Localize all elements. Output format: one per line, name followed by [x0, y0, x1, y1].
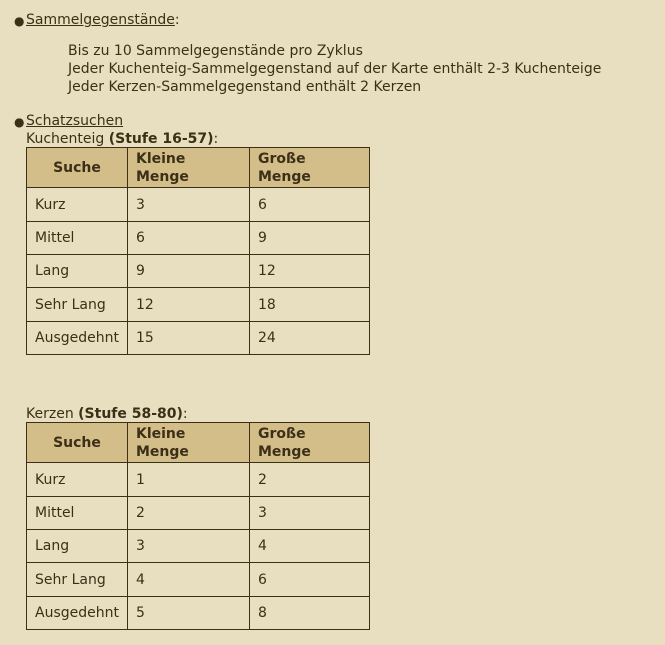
table-title-colon: :	[182, 406, 188, 422]
cell-search: Lang	[27, 530, 128, 563]
cell-large: 9	[249, 222, 369, 255]
column-header-small: Kleine Menge	[127, 148, 249, 188]
collectibles-details	[68, 42, 601, 96]
cell-large: 24	[249, 322, 369, 355]
table-row	[27, 255, 370, 288]
column-header-small: Kleine Menge	[127, 423, 249, 463]
collectibles-heading-line	[26, 11, 180, 29]
cell-small: 4	[127, 563, 249, 597]
cell-large: 4	[249, 530, 369, 563]
table-header-row	[27, 148, 370, 188]
kuchenteig-table	[26, 147, 370, 355]
table-row	[27, 222, 370, 255]
table-title	[26, 405, 188, 423]
cell-large: 3	[249, 497, 369, 530]
table-row	[27, 288, 370, 322]
cell-search: Mittel	[27, 497, 128, 530]
column-header-search: Suche	[27, 148, 128, 188]
cell-search: Ausgedehnt	[27, 322, 128, 355]
cell-small: 9	[127, 255, 249, 288]
table-row	[27, 322, 370, 355]
table-row	[27, 497, 370, 530]
table-row	[27, 530, 370, 563]
cell-search: Sehr Lang	[27, 563, 128, 597]
column-header-large: Große Menge	[249, 148, 369, 188]
treasure-hunts-link[interactable]: Schatzsuchen	[26, 113, 124, 129]
table-row	[27, 463, 370, 497]
table-row	[27, 597, 370, 630]
table-item-name: Kuchenteig	[26, 131, 105, 147]
table-row	[27, 563, 370, 597]
cell-large: 6	[249, 563, 369, 597]
cell-small: 12	[127, 288, 249, 322]
collectibles-line: Bis zu 10 Sammelgegenstände pro Zyklus	[68, 43, 363, 59]
cell-search: Kurz	[27, 463, 128, 497]
table-title-colon: :	[213, 131, 219, 147]
column-header-search: Suche	[27, 423, 128, 463]
table-row	[27, 188, 370, 222]
column-header-large: Große Menge	[249, 423, 369, 463]
table-item-name: Kerzen	[26, 406, 74, 422]
cell-small: 15	[127, 322, 249, 355]
cell-small: 1	[127, 463, 249, 497]
cell-small: 5	[127, 597, 249, 630]
cell-large: 2	[249, 463, 369, 497]
cell-search: Kurz	[27, 188, 128, 222]
cell-small: 3	[127, 188, 249, 222]
table-level-range: (Stufe 16-57)	[108, 131, 214, 147]
cell-search: Ausgedehnt	[27, 597, 128, 630]
cell-small: 6	[127, 222, 249, 255]
cell-large: 8	[249, 597, 369, 630]
cell-large: 12	[249, 255, 369, 288]
collectibles-line: Jeder Kuchenteig-Sammelgegenstand auf der Karte enthält 2-3 Kuchenteige	[68, 61, 602, 77]
collectibles-line: Jeder Kerzen-Sammelgegenstand enthält 2 Kerzen	[68, 79, 422, 95]
cell-large: 6	[249, 188, 369, 222]
kerzen-table	[26, 422, 370, 630]
bullet-point: ●	[14, 14, 25, 28]
table-level-range: (Stufe 58-80)	[78, 406, 183, 422]
cell-search: Mittel	[27, 222, 128, 255]
table-header-row	[27, 423, 370, 463]
cell-search: Sehr Lang	[27, 288, 128, 322]
collectibles-link[interactable]: Sammelgegenstände	[26, 12, 175, 28]
treasure-hunts-heading-line	[26, 112, 123, 130]
heading-colon: :	[174, 12, 180, 28]
cell-search: Lang	[27, 255, 128, 288]
cell-small: 3	[127, 530, 249, 563]
cell-large: 18	[249, 288, 369, 322]
bullet-point: ●	[14, 115, 25, 129]
cell-small: 2	[127, 497, 249, 530]
table-title	[26, 130, 218, 148]
